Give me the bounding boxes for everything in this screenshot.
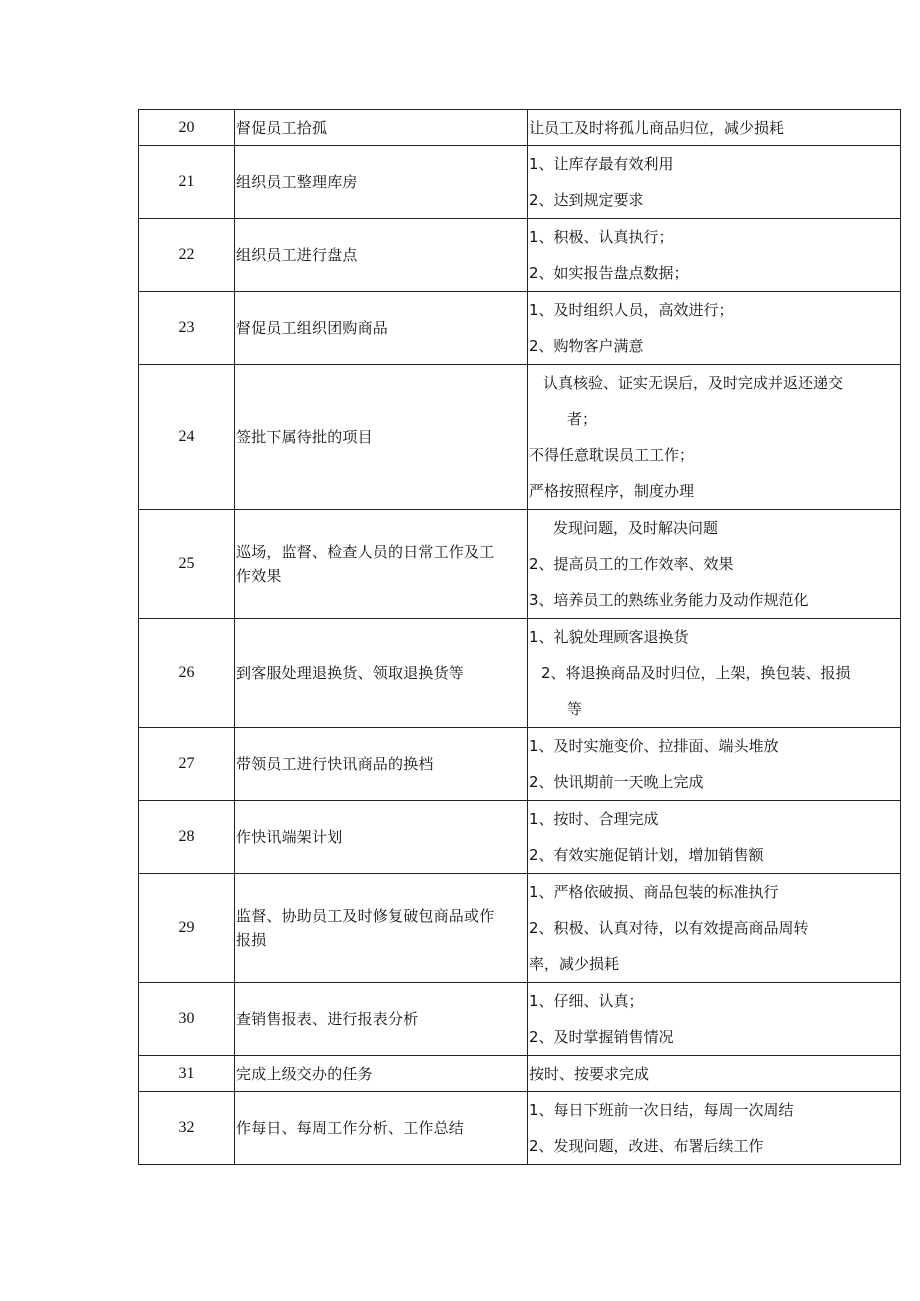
task-line: 作快讯端架计划 [236, 828, 343, 846]
task-line: 组织员工进行盘点 [236, 246, 358, 264]
requirement-cell [528, 510, 901, 619]
task-cell [235, 292, 528, 365]
task-line: 查销售报表、进行报表分析 [236, 1010, 419, 1028]
task-line: 巡场，监督、检查人员的日常工作及工 [236, 543, 495, 561]
requirement-cell [528, 110, 901, 146]
row-number: 28 [139, 801, 235, 874]
row-number: 23 [139, 292, 235, 365]
task-line: 完成上级交办的任务 [236, 1064, 373, 1083]
requirement-line: 不得任意耽误员工工作； [529, 446, 695, 464]
table-row [139, 219, 901, 292]
task-line: 签批下属待批的项目 [236, 428, 373, 446]
requirement-line: 等 [567, 700, 583, 718]
table-row [139, 146, 901, 219]
task-line: 组织员工整理库房 [236, 173, 358, 191]
requirement-line: 按时、按要求完成 [529, 1064, 650, 1083]
task-cell [235, 983, 528, 1056]
row-number: 22 [139, 219, 235, 292]
requirement-cell [528, 728, 901, 801]
task-cell [235, 1056, 528, 1092]
table-row [139, 110, 901, 146]
table-row [139, 874, 901, 983]
row-number: 30 [139, 983, 235, 1056]
row-number: 21 [139, 146, 235, 219]
requirement-line: 1、积极、认真执行； [529, 228, 674, 246]
requirement-line: 发现问题，及时解决问题 [553, 519, 719, 537]
task-cell [235, 146, 528, 219]
row-number: 31 [139, 1056, 235, 1092]
table-row [139, 510, 901, 619]
requirement-line: 2、有效实施促销计划，增加销售额 [529, 846, 764, 864]
task-cell [235, 110, 528, 146]
task-line: 到客服处理退换货、领取退换货等 [236, 664, 465, 682]
task-cell [235, 1092, 528, 1165]
task-line: 作每日、每周工作分析、工作总结 [236, 1119, 465, 1137]
table-row [139, 1092, 901, 1165]
requirement-line: 1、严格依破损、商品包装的标准执行 [529, 883, 779, 901]
requirement-line: 者； [567, 410, 598, 428]
requirement-line: 认真核验、证实无误后，及时完成并返还递交 [543, 374, 844, 392]
row-number: 27 [139, 728, 235, 801]
requirement-cell [528, 1056, 901, 1092]
table-row [139, 983, 901, 1056]
requirement-cell [528, 365, 901, 510]
requirement-line: 2、如实报告盘点数据； [529, 264, 689, 282]
row-number: 32 [139, 1092, 235, 1165]
task-line: 督促员工组织团购商品 [236, 319, 389, 337]
row-number: 25 [139, 510, 235, 619]
requirement-line: 让员工及时将孤儿商品归位，减少损耗 [529, 118, 785, 137]
requirement-line: 2、积极、认真对待，以有效提高商品周转 [529, 919, 809, 937]
requirement-line: 1、仔细、认真； [529, 992, 644, 1010]
task-line: 监督、协助员工及时修复破包商品或作 [236, 907, 495, 925]
table-row [139, 365, 901, 510]
requirement-line: 严格按照程序，制度办理 [529, 482, 695, 500]
task-cell [235, 619, 528, 728]
requirement-line: 1、礼貌处理顾客退换货 [529, 628, 689, 646]
requirement-line: 2、将退换商品及时归位，上架，换包装、报损 [541, 664, 851, 682]
task-cell [235, 874, 528, 983]
row-number: 26 [139, 619, 235, 728]
task-line: 带领员工进行快讯商品的换档 [236, 755, 434, 773]
table-row [139, 1056, 901, 1092]
requirement-line: 2、购物客户满意 [529, 337, 644, 355]
requirement-line: 3、培养员工的熟练业务能力及动作规范化 [529, 591, 809, 609]
requirement-line: 1、让库存最有效利用 [529, 155, 674, 173]
duty-table-body [139, 110, 901, 1165]
requirement-line: 1、及时组织人员，高效进行； [529, 301, 734, 319]
requirement-line: 2、发现问题，改进、布署后续工作 [529, 1137, 764, 1155]
task-cell [235, 219, 528, 292]
requirement-line: 率，减少损耗 [529, 955, 620, 973]
table-row [139, 801, 901, 874]
requirement-line: 2、提高员工的工作效率、效果 [529, 555, 734, 573]
row-number: 20 [139, 110, 235, 146]
requirement-cell [528, 619, 901, 728]
task-line: 报损 [236, 931, 267, 949]
table-row [139, 728, 901, 801]
task-cell [235, 801, 528, 874]
requirement-cell [528, 219, 901, 292]
requirement-cell [528, 801, 901, 874]
requirement-line: 1、按时、合理完成 [529, 810, 659, 828]
table-row [139, 292, 901, 365]
requirement-cell [528, 146, 901, 219]
requirement-line: 1、及时实施变价、拉排面、端头堆放 [529, 737, 779, 755]
requirement-line: 2、达到规定要求 [529, 191, 644, 209]
task-cell [235, 510, 528, 619]
row-number: 24 [139, 365, 235, 510]
task-line: 作效果 [236, 567, 282, 585]
requirement-line: 1、每日下班前一次日结，每周一次周结 [529, 1101, 794, 1119]
requirement-line: 2、及时掌握销售情况 [529, 1028, 674, 1046]
task-cell [235, 365, 528, 510]
requirement-cell [528, 983, 901, 1056]
requirement-cell [528, 292, 901, 365]
table-row [139, 619, 901, 728]
requirement-cell [528, 1092, 901, 1165]
requirement-line: 2、快讯期前一天晚上完成 [529, 773, 704, 791]
requirement-cell [528, 874, 901, 983]
task-cell [235, 728, 528, 801]
row-number: 29 [139, 874, 235, 983]
duty-table [138, 109, 901, 1165]
task-line: 督促员工拾孤 [236, 118, 328, 137]
